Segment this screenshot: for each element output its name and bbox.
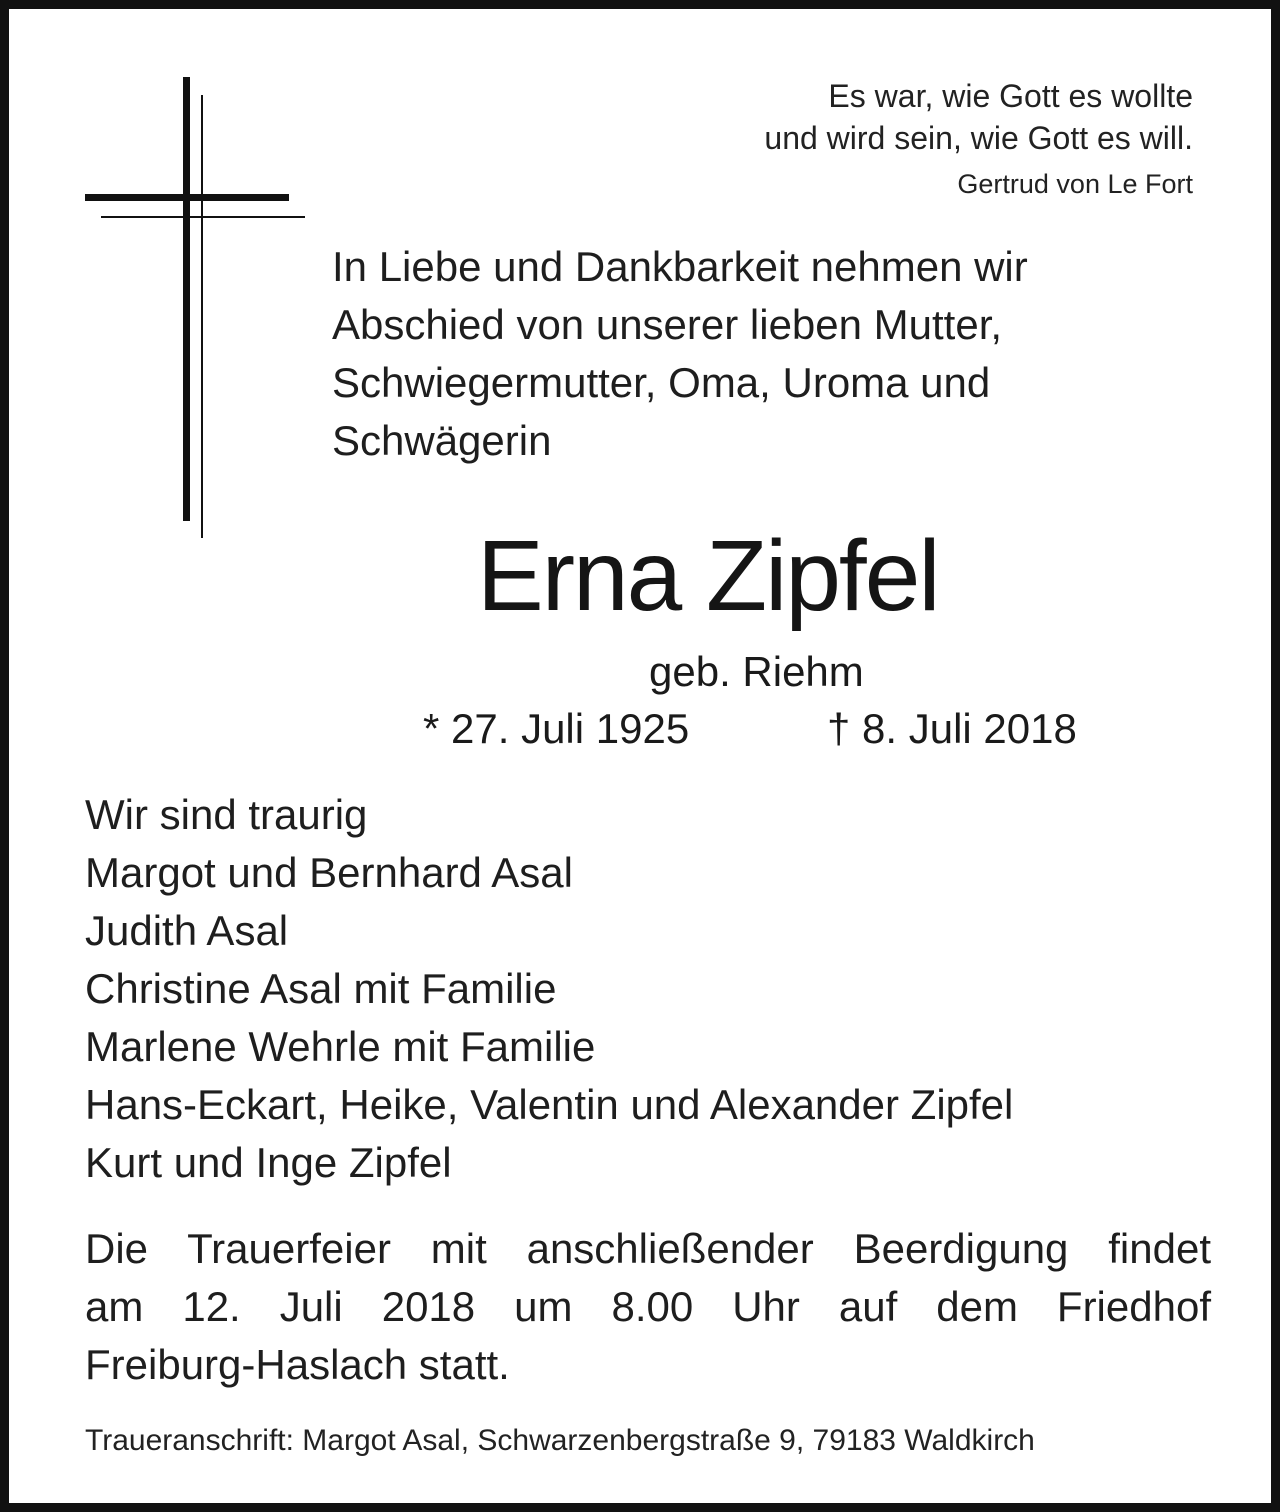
funeral-notice: [85, 1220, 1211, 1394]
quote-line-1: Es war, wie Gott es wollte: [828, 78, 1193, 114]
mourner-line: Kurt und Inge Zipfel: [85, 1139, 452, 1186]
intro-line-4: Schwägerin: [332, 417, 552, 464]
birth-date: * 27. Juli 1925: [423, 705, 690, 752]
mourner-line: Margot und Bernhard Asal: [85, 849, 573, 896]
cross-icon: [9, 9, 329, 549]
quote-author: Gertrud von Le Fort: [957, 169, 1193, 199]
maiden-name: geb. Riehm: [649, 648, 864, 695]
cross-horizontal-bar: [85, 194, 289, 201]
cross-horizontal-line: [101, 216, 305, 218]
mourner-line: Marlene Wehrle mit Familie: [85, 1023, 596, 1070]
mourner-line: Hans-Eckart, Heike, Valentin und Alexander Zipfel: [85, 1081, 1014, 1128]
cross-vertical-bar: [183, 77, 190, 521]
intro-line-1: In Liebe und Dankbarkeit nehmen wir: [332, 243, 1028, 290]
mourning-address: Traueranschrift: Margot Asal, Schwarzenbergstraße 9, 79183 Waldkirch: [85, 1424, 1035, 1457]
intro-line-3: Schwiegermutter, Oma, Uroma und: [332, 359, 991, 406]
mourner-line: Judith Asal: [85, 907, 289, 954]
funeral-line-1: Die Trauerfeier mit anschließender Beerdigung findet: [85, 1225, 1211, 1272]
deceased-name: Erna Zipfel: [477, 520, 939, 632]
funeral-line-3: Freiburg-Haslach statt.: [85, 1341, 510, 1388]
funeral-line-2: am 12. Juli 2018 um 8.00 Uhr auf dem Friedhof: [85, 1283, 1211, 1330]
mourner-line: Christine Asal mit Familie: [85, 965, 557, 1012]
death-date: † 8. Juli 2018: [827, 705, 1077, 752]
cross-vertical-line: [201, 95, 203, 538]
quote-line-2: und wird sein, wie Gott es will.: [764, 120, 1193, 156]
mourner-line: Wir sind traurig: [85, 791, 368, 838]
intro-line-2: Abschied von unserer lieben Mutter,: [332, 301, 1003, 348]
